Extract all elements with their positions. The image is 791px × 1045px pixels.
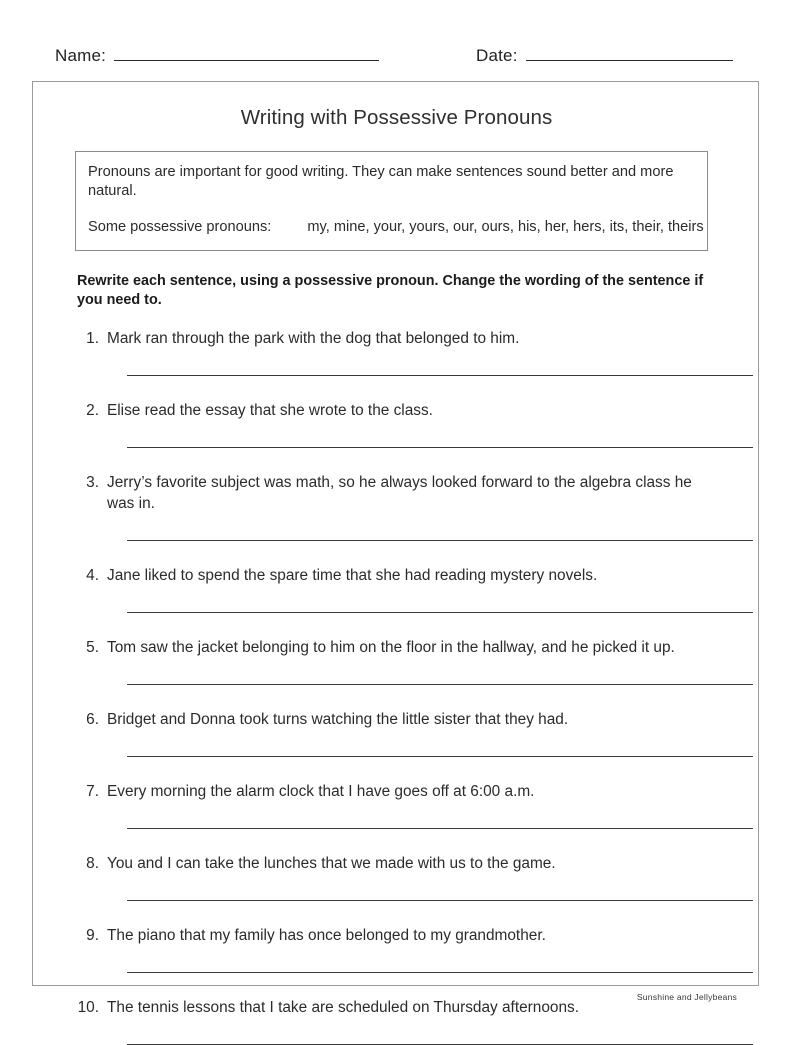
question-list bbox=[71, 328, 731, 1045]
question-item-7 bbox=[71, 781, 731, 853]
name-field-group bbox=[55, 46, 379, 66]
directions-text: Rewrite each sentence, using a possessive pronoun. Change the wording of the sentence if you need to. bbox=[77, 273, 704, 308]
question-number: 4. bbox=[86, 567, 99, 584]
question-item-4 bbox=[71, 565, 731, 637]
name-write-in-line[interactable] bbox=[114, 46, 379, 61]
question-text: The piano that my family has once belonged to my grandmother. bbox=[107, 927, 546, 944]
question-text: Jerry’s favorite subject was math, so he always looked forward to the algebra class he was in. bbox=[107, 474, 692, 512]
question-number: 6. bbox=[86, 711, 99, 728]
question-number: 5. bbox=[86, 639, 99, 656]
question-item-9 bbox=[71, 925, 731, 997]
question-text: Jane liked to spend the spare time that she had reading mystery novels. bbox=[107, 567, 598, 584]
question-item-6 bbox=[71, 709, 731, 781]
question-number: 8. bbox=[86, 855, 99, 872]
question-number: 7. bbox=[86, 783, 99, 800]
info-paragraph: Pronouns are important for good writing. They can make sentences sound better and more natural. bbox=[88, 164, 674, 199]
info-box bbox=[75, 151, 708, 251]
footer-credit: Sunshine and Jellybeans bbox=[636, 992, 737, 1002]
question-text: Every morning the alarm clock that I have goes off at 6:00 a.m. bbox=[107, 783, 535, 800]
page-title: Writing with Possessive Pronouns bbox=[240, 106, 553, 129]
question-text: The tennis lessons that I take are scheduled on Thursday afternoons. bbox=[107, 999, 579, 1016]
question-number: 10. bbox=[77, 999, 99, 1016]
date-label: Date: bbox=[476, 46, 518, 65]
question-item-10 bbox=[71, 997, 731, 1045]
question-item-2 bbox=[71, 400, 731, 472]
question-item-5 bbox=[71, 637, 731, 709]
question-number: 2. bbox=[86, 402, 99, 419]
question-text: Tom saw the jacket belonging to him on the floor in the hallway, and he picked it up. bbox=[107, 639, 675, 656]
question-item-1 bbox=[71, 328, 731, 400]
date-write-in-line[interactable] bbox=[526, 46, 733, 61]
question-text: Elise read the essay that she wrote to the class. bbox=[107, 402, 433, 419]
pronoun-list-row bbox=[88, 218, 704, 237]
pronoun-list-label: Some possessive pronouns: bbox=[88, 219, 272, 235]
question-item-3 bbox=[71, 472, 731, 565]
name-label: Name: bbox=[55, 46, 107, 65]
question-text: You and I can take the lunches that we made with us to the game. bbox=[107, 855, 556, 872]
question-number: 9. bbox=[86, 927, 99, 944]
pronoun-list-values: my, mine, your, yours, our, ours, his, her, hers, its, their, theirs bbox=[307, 219, 704, 235]
question-item-8 bbox=[71, 853, 731, 925]
name-date-header bbox=[0, 46, 791, 74]
date-field-group bbox=[476, 46, 733, 66]
question-number: 3. bbox=[86, 474, 99, 491]
question-number: 1. bbox=[86, 330, 99, 347]
question-text: Bridget and Donna took turns watching the little sister that they had. bbox=[107, 711, 569, 728]
question-text: Mark ran through the park with the dog that belonged to him. bbox=[107, 330, 520, 347]
